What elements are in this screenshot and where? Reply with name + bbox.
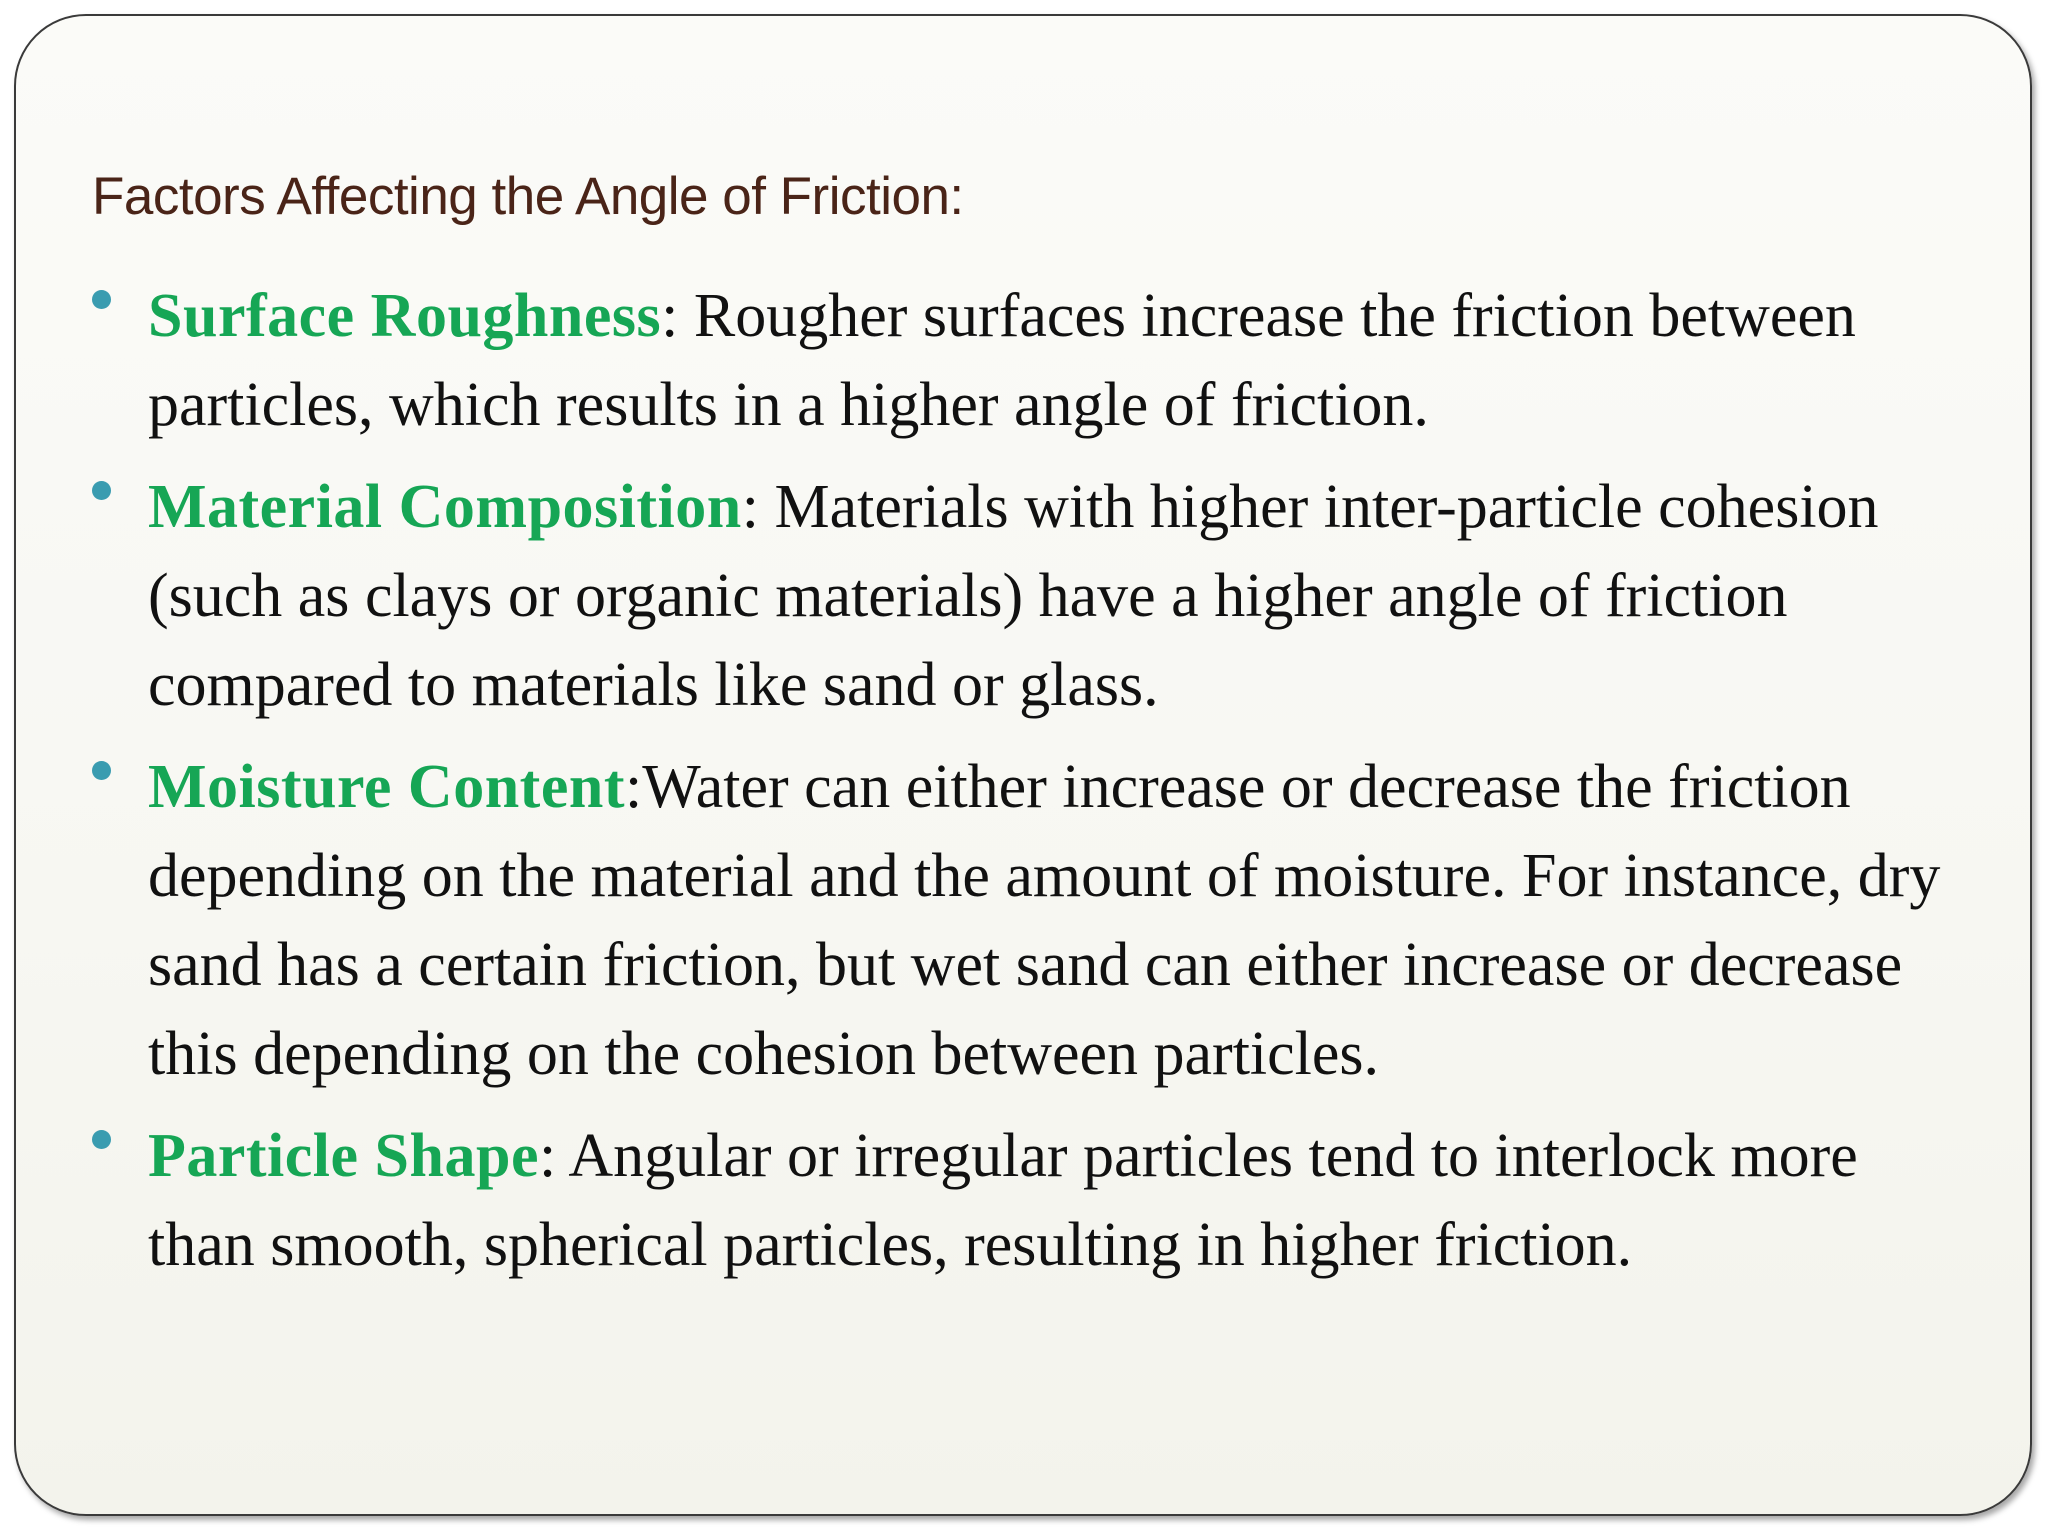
bullet-separator: : [539,1122,569,1190]
bullet-dot-icon [92,290,111,309]
bullet-particle-shape [88,1112,1968,1290]
bullet-dot-icon [92,1130,111,1149]
bullet-term: Particle Shape [148,1122,539,1190]
bullet-separator: : [741,473,775,541]
bullet-dot-icon [92,481,111,500]
bullet-text: Materials with higher inter-particle cohesion (such as clays or organic materials) have a higher angle of friction compared to materials like sand or glass. [148,473,1879,719]
bullet-term: Moisture Content [148,753,625,821]
slide-heading: Factors Affecting the Angle of Friction: [92,167,964,226]
bullet-dot-icon [92,761,111,780]
bullet-text: Rougher surfaces increase the friction between particles, which results in a higher angle of friction. [148,282,1856,439]
bullet-term: Surface Roughness [148,282,662,350]
bullet-surface-roughness [88,272,1968,450]
bullet-separator: : [624,753,643,821]
bullet-separator: : [661,282,694,350]
bullet-term: Material Composition [148,473,742,541]
bullet-list [88,272,1968,1303]
bullet-text: Water can either increase or decrease the friction depending on the material and the amount of moisture. For instance, dry sand has a certain friction, but wet sand can either increase or decrease this depending on the cohesion between particles. [148,753,1941,1088]
bullet-text: Angular or irregular particles tend to interlock more than smooth, spherical particles, resulting in higher friction. [148,1122,1858,1279]
bullet-material-composition [88,463,1968,730]
bullet-moisture-content [88,743,1968,1099]
